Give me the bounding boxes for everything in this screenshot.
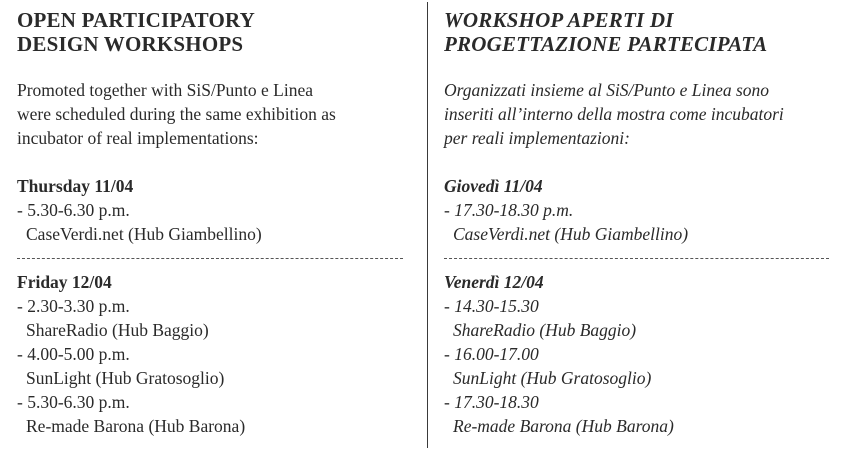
intro-line: inseriti all’interno della mostra come incubatori [444,104,784,124]
italian-title [444,8,767,56]
day-heading: Giovedì 11/04 [444,176,543,196]
entry-place: SunLight (Hub Gratosoglio) [26,368,225,388]
entry-place: Re-made Barona (Hub Barona) [26,416,246,436]
intro-line: were scheduled during the same exhibition as [17,104,336,124]
schedule-entry [444,342,651,390]
schedule-entry [17,390,245,438]
intro-line: Organizzati insieme al SiS/Punto e Linea sono [444,80,770,100]
english-title [17,8,255,56]
title-line: OPEN PARTICIPATORY [17,8,255,32]
day-heading: Friday 12/04 [17,272,112,292]
dashed-separator [17,258,403,259]
schedule-entry [17,198,262,246]
day-heading: Venerdì 12/04 [444,272,544,292]
entry-time: - 4.00-5.00 p.m. [17,344,130,364]
schedule-entry [444,294,636,342]
entry-place: Re-made Barona (Hub Barona) [453,416,674,436]
entry-time: - 2.30-3.30 p.m. [17,296,130,316]
entry-place: SunLight (Hub Gratosoglio) [453,368,652,388]
entry-place: CaseVerdi.net (Hub Giambellino) [453,224,689,244]
entry-place: ShareRadio (Hub Baggio) [26,320,209,340]
entry-time: - 17.30-18.30 [444,392,539,412]
intro-line: Promoted together with SiS/Punto e Linea [17,80,314,100]
intro-line: incubator of real implementations: [17,128,259,148]
schedule-entry [17,294,209,342]
dashed-separator [444,258,829,259]
entry-time: - 16.00-17.00 [444,344,539,364]
title-line: PROGETTAZIONE PARTECIPATA [444,32,768,56]
entry-place: CaseVerdi.net (Hub Giambellino) [26,224,262,244]
schedule-entry [444,390,674,438]
entry-time: - 17.30-18.30 p.m. [444,200,574,220]
schedule-entry [17,342,224,390]
column-divider [427,2,428,448]
schedule-entry [444,198,688,246]
entry-place: ShareRadio (Hub Baggio) [453,320,637,340]
day-heading: Thursday 11/04 [17,176,134,196]
english-intro [17,78,336,150]
title-line: DESIGN WORKSHOPS [17,32,244,56]
intro-line: per reali implementazioni: [444,128,630,148]
entry-time: - 5.30-6.30 p.m. [17,392,130,412]
italian-intro [444,78,784,150]
title-line: WORKSHOP APERTI DI [444,8,674,32]
entry-time: - 5.30-6.30 p.m. [17,200,130,220]
entry-time: - 14.30-15.30 [444,296,539,316]
